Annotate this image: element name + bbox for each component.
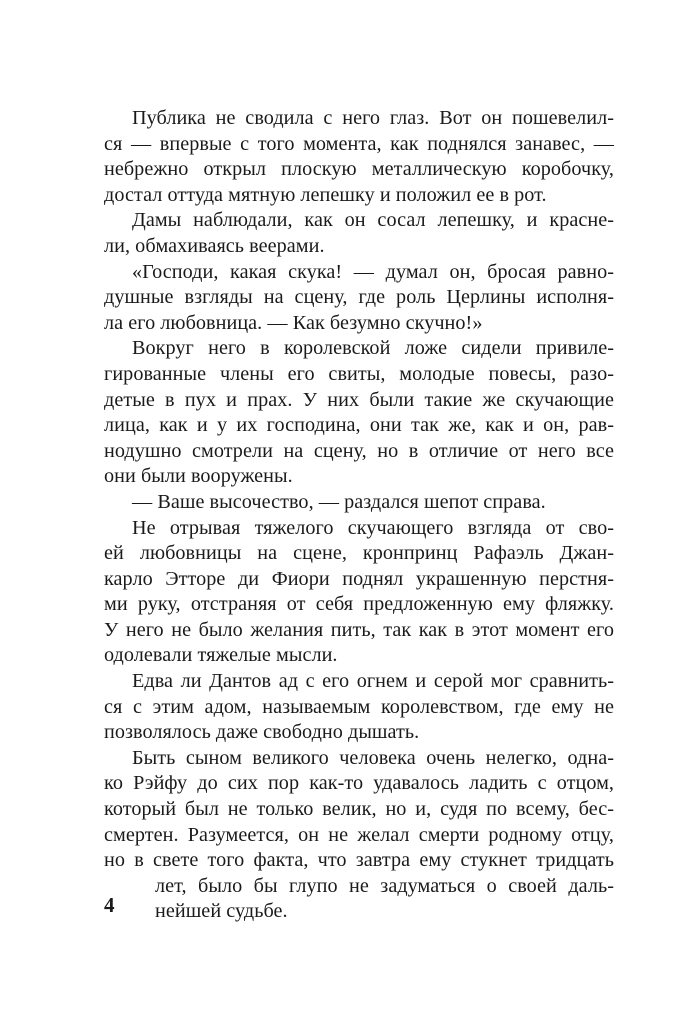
text-line: достал оттуда мятную лепешку и положил ее в рот.: [104, 183, 547, 206]
text-line: одолевали тяжелые мысли.: [104, 644, 338, 667]
text-line: Не отрывая тяжелого скучающего взгляда от сво-: [132, 516, 614, 539]
text-line: который был не только велик, но и, судя по всему, бес-: [104, 798, 614, 821]
text-line: ко Рэйфу до сих пор как-то удавалось ладить с отцом,: [104, 772, 614, 795]
text-line: У него не было желания пить, так как в этот момент его: [104, 618, 614, 641]
text-line: детые в пух и прах. У них были такие же скучающие: [104, 388, 614, 411]
text-line: лица, как и у их господина, они так же, как и он, рав-: [104, 414, 614, 437]
paragraph: [104, 336, 614, 490]
paragraph: [104, 746, 614, 925]
paragraph: [104, 490, 614, 516]
text-line: небрежно открыл плоскую металлическую коробочку,: [104, 158, 614, 181]
text-line: ей любовницы на сцене, кронпринц Рафаэль Джан-: [104, 542, 614, 565]
paragraph: [104, 669, 614, 746]
body-text: [104, 106, 614, 925]
text-line: ли, обмахиваясь веерами.: [104, 234, 325, 257]
text-line: гированные члены его свиты, молодые повесы, разо-: [104, 362, 614, 385]
text-line: они были вооружены.: [104, 465, 293, 488]
paragraph: [104, 260, 614, 337]
text-line: но в свете того факта, что завтра ему стукнет тридцать: [104, 849, 614, 872]
text-line: душные взгляды на сцену, где роль Церлины исполня-: [104, 286, 614, 309]
paragraph: [104, 516, 614, 670]
text-line: Быть сыном великого человека очень нелегко, одна-: [132, 746, 614, 769]
text-line: Публика не сводила с него глаз. Вот он пошевелил-: [132, 107, 614, 129]
text-line: Вокруг него в королевской ложе сидели привиле-: [132, 337, 614, 360]
text-line: ся — впервые с того момента, как поднялся занавес, —: [104, 132, 614, 155]
paragraph: [104, 106, 614, 208]
text-line: позволялось даже свободно дышать.: [104, 721, 420, 744]
paragraph: [104, 208, 614, 259]
text-line: нодушно смотрели на сцену, но в отличие от него все: [104, 439, 614, 462]
page-number: 4: [104, 893, 115, 917]
text-line: ся с этим адом, называемым королевством, где ему не: [104, 695, 614, 718]
text-line: лет, было бы глупо не задуматься о своей даль-: [155, 874, 614, 897]
text-line: нейшей судьбе.: [155, 900, 288, 923]
text-line: Едва ли Дантов ад с его огнем и серой мог сравнить-: [132, 670, 614, 693]
text-line: ла его любовница. — Как безумно скучно!»: [104, 311, 483, 334]
text-line: — Ваше высочество, — раздался шепот справа.: [132, 490, 546, 513]
text-line: смертен. Разумеется, он не желал смерти родному отцу,: [104, 823, 614, 846]
text-line: карло Этторе ди Фиори поднял украшенную перстня-: [104, 567, 614, 590]
text-line: Дамы наблюдали, как он сосал лепешку, и красне-: [132, 209, 614, 232]
text-line: ми руку, отстраняя от себя предложенную ему фляжку.: [104, 593, 614, 616]
text-line: «Господи, какая скука! — думал он, бросая равно-: [132, 260, 614, 283]
